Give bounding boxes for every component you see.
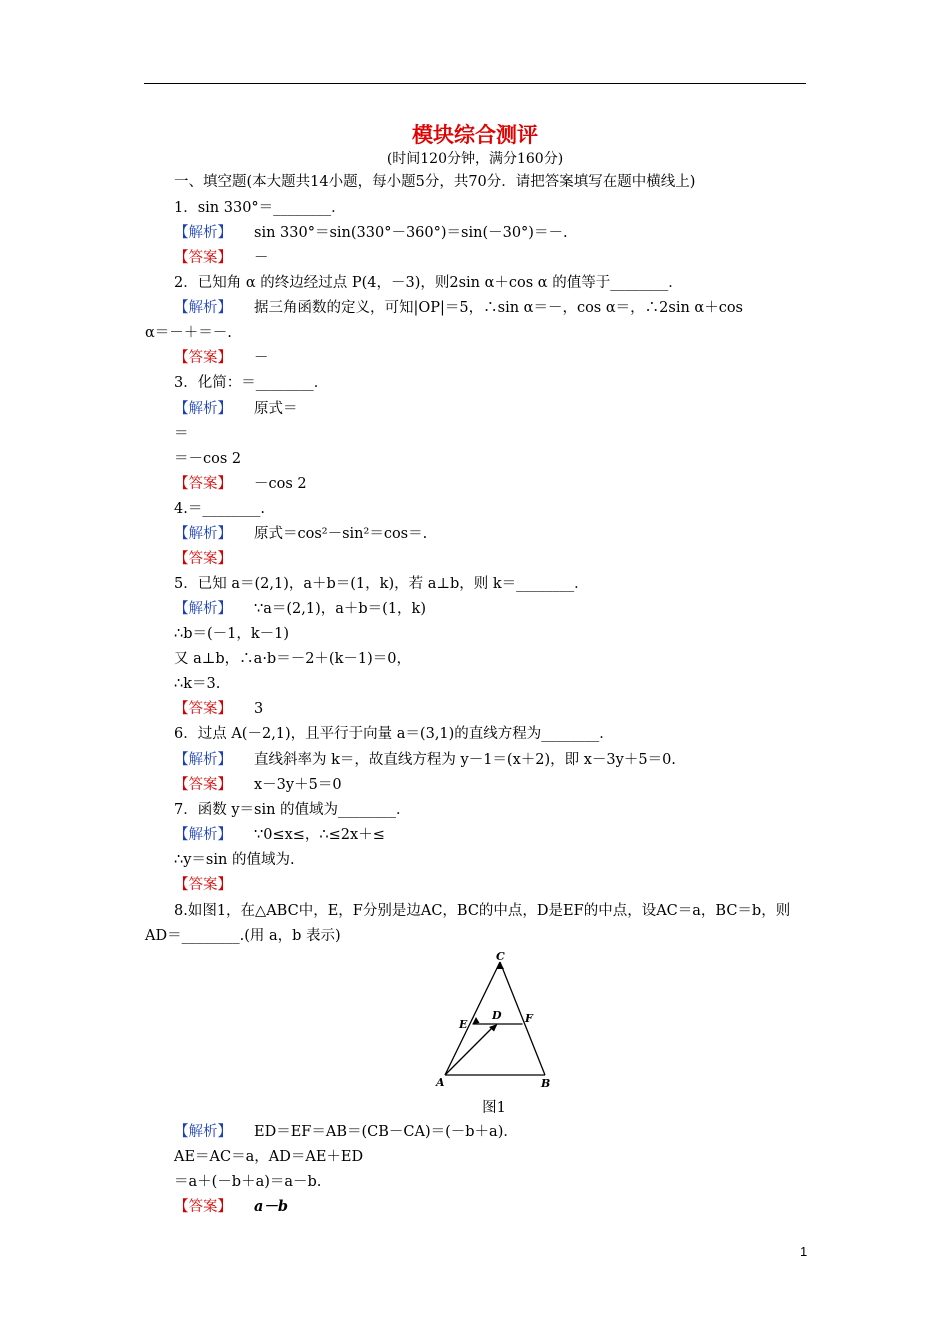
analysis-tag: 【解析】 <box>174 401 232 417</box>
q1-analysis-line <box>174 223 568 243</box>
q3-answer: －cos 2 <box>254 476 307 492</box>
q8-question-cont: AD＝________.(用 a，b 表示) <box>145 928 341 944</box>
answer-tag: 【答案】 <box>174 777 232 793</box>
q2-analysis-line <box>174 298 743 318</box>
vector-ad <box>445 1026 494 1075</box>
arrowhead-c <box>496 962 504 969</box>
q2-analysis-cont: α＝－＋＝－. <box>145 325 232 341</box>
q5-question: 5．已知 a＝(2,1)，a＋b＝(1，k)，若 a⊥b，则 k＝________． <box>174 576 589 592</box>
q3-step2: ＝－cos 2 <box>174 451 242 467</box>
analysis-tag: 【解析】 <box>174 601 232 617</box>
q8-answer: a－b <box>254 1198 289 1215</box>
analysis-tag: 【解析】 <box>174 526 232 542</box>
triangle-figure <box>428 950 558 1092</box>
q3-step1: ＝ <box>174 426 189 442</box>
analysis-tag: 【解析】 <box>174 300 232 316</box>
analysis-tag: 【解析】 <box>174 225 232 241</box>
q5-answer: 3 <box>254 701 264 717</box>
q6-answer: x－3y＋5＝0 <box>254 777 342 793</box>
label-c: C <box>496 950 505 963</box>
q4-answer-line <box>174 549 254 569</box>
label-d: D <box>492 1009 502 1022</box>
q4-analysis-line <box>174 524 427 544</box>
q2-answer: － <box>254 350 269 366</box>
analysis-tag: 【解析】 <box>174 752 232 768</box>
header-rule <box>144 83 806 84</box>
q7-analysis: ∵0≤x≤，∴≤2x＋≤ <box>254 827 385 843</box>
answer-tag: 【答案】 <box>174 250 232 266</box>
q7-question: 7．函数 y＝sin 的值域为________． <box>174 802 411 818</box>
arrowhead-e <box>473 1017 480 1024</box>
label-a: A <box>436 1076 445 1089</box>
q8-analysis: ED＝EF＝AB＝(CB－CA)＝(－b＋a)． <box>254 1124 518 1140</box>
q2-analysis: 据三角函数的定义，可知|OP|＝5，∴sin α＝－，cos α＝，∴2sin α＋cos <box>254 300 743 316</box>
q2-question: 2．已知角 α 的终边经过点 P(4，－3)，则2sin α＋cos α 的值等于________． <box>174 275 683 291</box>
figure-caption: 图1 <box>482 1100 506 1116</box>
analysis-tag: 【解析】 <box>174 827 232 843</box>
analysis-tag: 【解析】 <box>174 1124 232 1140</box>
section-heading: 一、填空题(本大题共14小题，每小题5分，共70分．请把答案填写在题中横线上) <box>174 174 696 190</box>
q7-analysis-line <box>174 825 385 845</box>
q5-step2: 又 a⊥b，∴a·b＝－2＋(k－1)＝0， <box>174 651 411 667</box>
label-b: B <box>541 1077 551 1090</box>
answer-tag: 【答案】 <box>174 551 232 567</box>
q6-answer-line <box>174 775 342 795</box>
q4-analysis: 原式＝cos²－sin²＝cos＝. <box>254 526 428 542</box>
q5-answer-line <box>174 699 263 719</box>
q4-question: 4.＝________. <box>174 501 265 517</box>
answer-tag: 【答案】 <box>174 877 232 893</box>
q3-analysis-line <box>174 399 298 419</box>
page-title: 模块综合测评 <box>412 122 538 147</box>
q7-answer-line <box>174 875 254 895</box>
answer-tag: 【答案】 <box>174 701 232 717</box>
q8-analysis-line <box>174 1122 518 1142</box>
q7-step1: ∴y＝sin 的值域为. <box>174 852 295 868</box>
q3-question: 3．化简：＝________． <box>174 375 329 391</box>
q6-analysis: 直线斜率为 k＝，故直线方程为 y－1＝(x＋2)，即 x－3y＋5＝0. <box>254 752 676 768</box>
edge-bc <box>500 962 545 1075</box>
q5-step1: ∴b＝(－1，k－1) <box>174 626 290 642</box>
q1-question: 1．sin 330°＝________． <box>174 200 346 216</box>
q1-analysis: sin 330°＝sin(330°－360°)＝sin(－30°)＝－. <box>254 225 568 241</box>
q2-answer-line <box>174 348 269 368</box>
page-number: 1 <box>800 1244 808 1259</box>
q3-answer-line <box>174 474 307 494</box>
answer-tag: 【答案】 <box>174 350 232 366</box>
page-subtitle: (时间120分钟，满分160分) <box>386 151 564 167</box>
q8-answer-line <box>174 1197 288 1217</box>
q5-analysis: ∵a＝(2,1)，a＋b＝(1，k) <box>254 601 426 617</box>
q8-step1: AE＝AC＝a，AD＝AE＋ED <box>174 1149 364 1165</box>
q3-analysis: 原式＝ <box>254 401 298 417</box>
q6-analysis-line <box>174 750 676 770</box>
q1-answer-line <box>174 248 269 268</box>
q5-analysis-line <box>174 599 426 619</box>
q5-step3: ∴k＝3. <box>174 676 221 692</box>
answer-tag: 【答案】 <box>174 476 232 492</box>
q1-answer: － <box>254 250 269 266</box>
q8-question: 8.如图1，在△ABC中，E，F分别是边AC，BC的中点，D是EF的中点，设AC＝a，BC＝b，则 <box>174 903 791 919</box>
label-e: E <box>459 1018 468 1031</box>
answer-tag: 【答案】 <box>174 1199 232 1215</box>
q8-step2: ＝a＋(－b＋a)＝a－b. <box>174 1174 322 1190</box>
q6-question: 6．过点 A(－2,1)，且平行于向量 a＝(3,1)的直线方程为________． <box>174 726 614 742</box>
label-f: F <box>525 1012 533 1025</box>
